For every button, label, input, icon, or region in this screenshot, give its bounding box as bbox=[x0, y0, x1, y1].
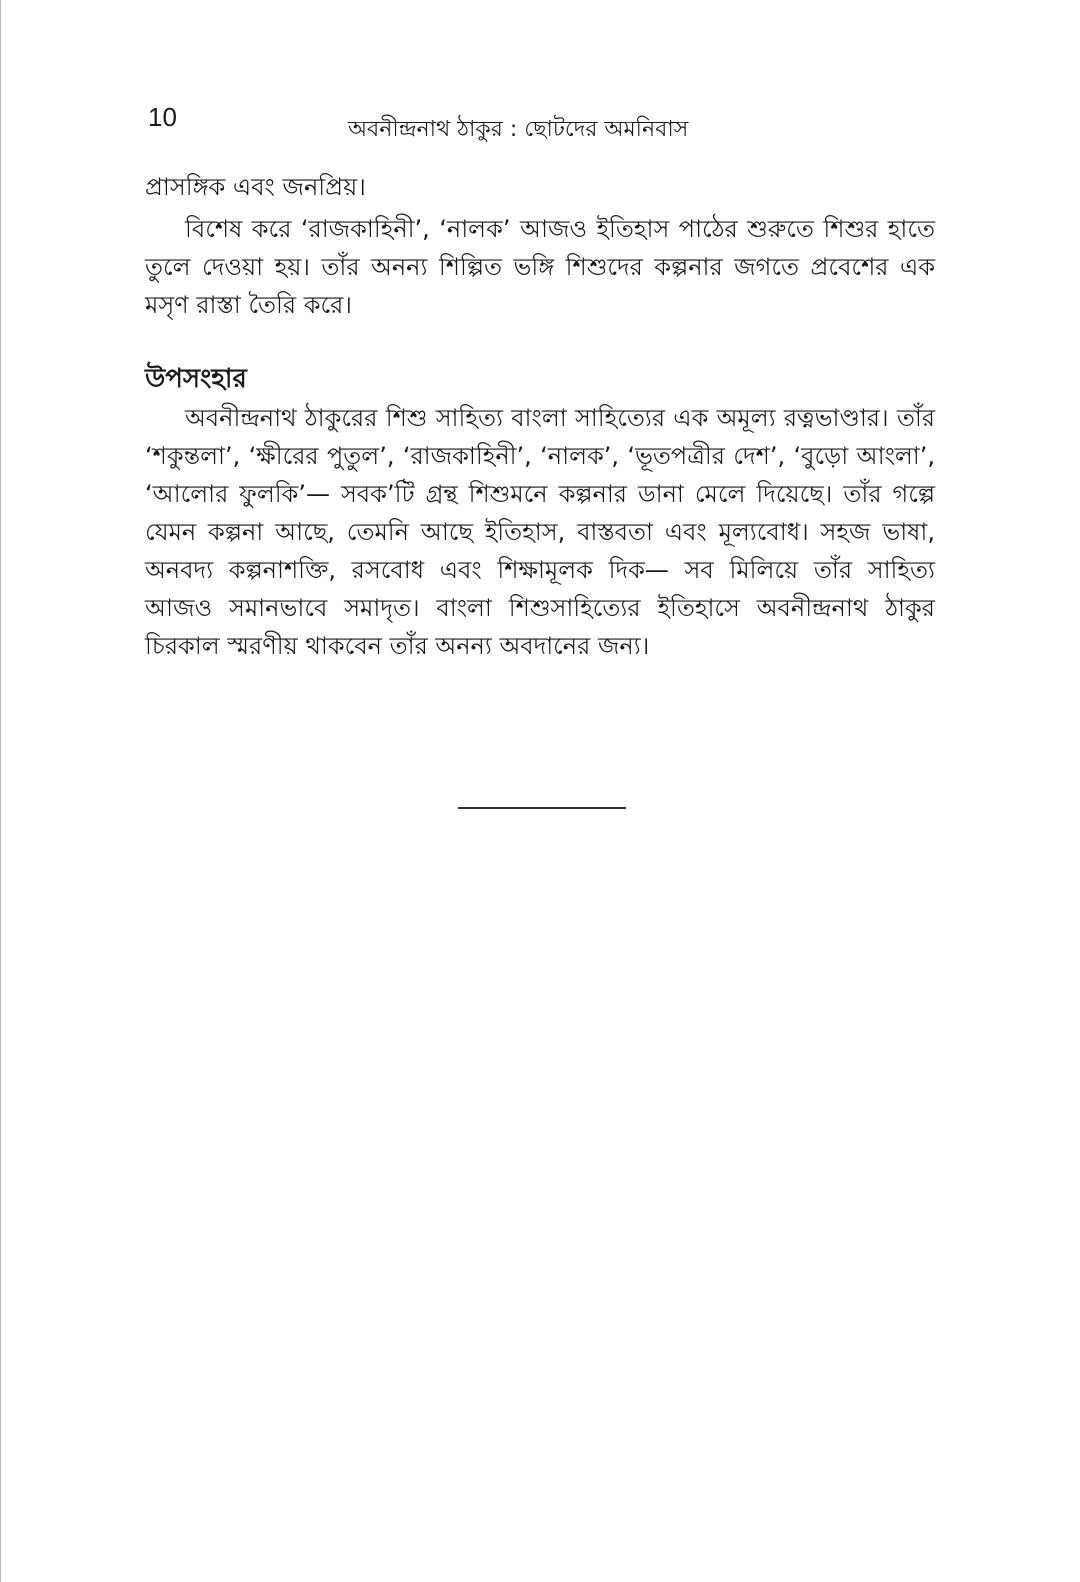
paragraph-1: বিশেষ করে ‘রাজকাহিনী’, ‘নালক’ আজও ইতিহাস পাঠের শুরুতে শিশুর হাতে তুলে দেওয়া হয়। তাঁর অনন্য শিল্পিত ভঙ্গি শিশুদের কল্পনার জগতে প্রবেশের এক মসৃণ রাস্তা তৈরি করে। bbox=[145, 215, 935, 319]
page-number: 10 bbox=[148, 102, 177, 132]
paragraph-continued: প্রাসঙ্গিক এবং জনপ্রিয়। bbox=[145, 173, 366, 201]
running-title: অবনীন্দ্রনাথ ঠাকুর : ছোটদের অমনিবাস bbox=[348, 117, 689, 142]
paragraph-2: অবনীন্দ্রনাথ ঠাকুরের শিশু সাহিত্য বাংলা সাহিত্যের এক অমূল্য রত্নভাণ্ডার। তাঁর ‘শকুন্তলা’, ‘ক্ষীরের পুতুল’, ‘রাজকাহিনী’, ‘নালক’, ‘ভূতপত্রীর দেশ’, ‘বুড়ো আংলা’, ‘আলোর ফুলকি’— সবক’টি গ্রন্থ শিশুমনে কল্পনার ডানা মেলে দিয়েছে। তাঁর গল্পে যেমন কল্পনা আছে, তেমনি আছে ইতিহাস, বাস্তবতা এবং মূল্যবোধ। সহজ ভাষা, অনবদ্য কল্পনাশক্তি, রসবোধ এবং শিক্ষামূলক দিক— সব মিলিয়ে তাঁর সাহিত্য আজও সমানভাবে সমাদৃত। বাংলা শিশুসাহিত্যের ইতিহাসে অবনীন্দ্রনাথ ঠাকুর চিরকাল স্মরণীয় থাকবেন তাঁর অনন্য অবদানের জন্য। bbox=[145, 404, 935, 660]
page-edge bbox=[0, 0, 1, 1582]
running-head bbox=[148, 100, 938, 140]
end-of-section-rule bbox=[458, 807, 626, 809]
section-heading: উপসংহার bbox=[145, 364, 247, 394]
body-text bbox=[145, 168, 935, 665]
